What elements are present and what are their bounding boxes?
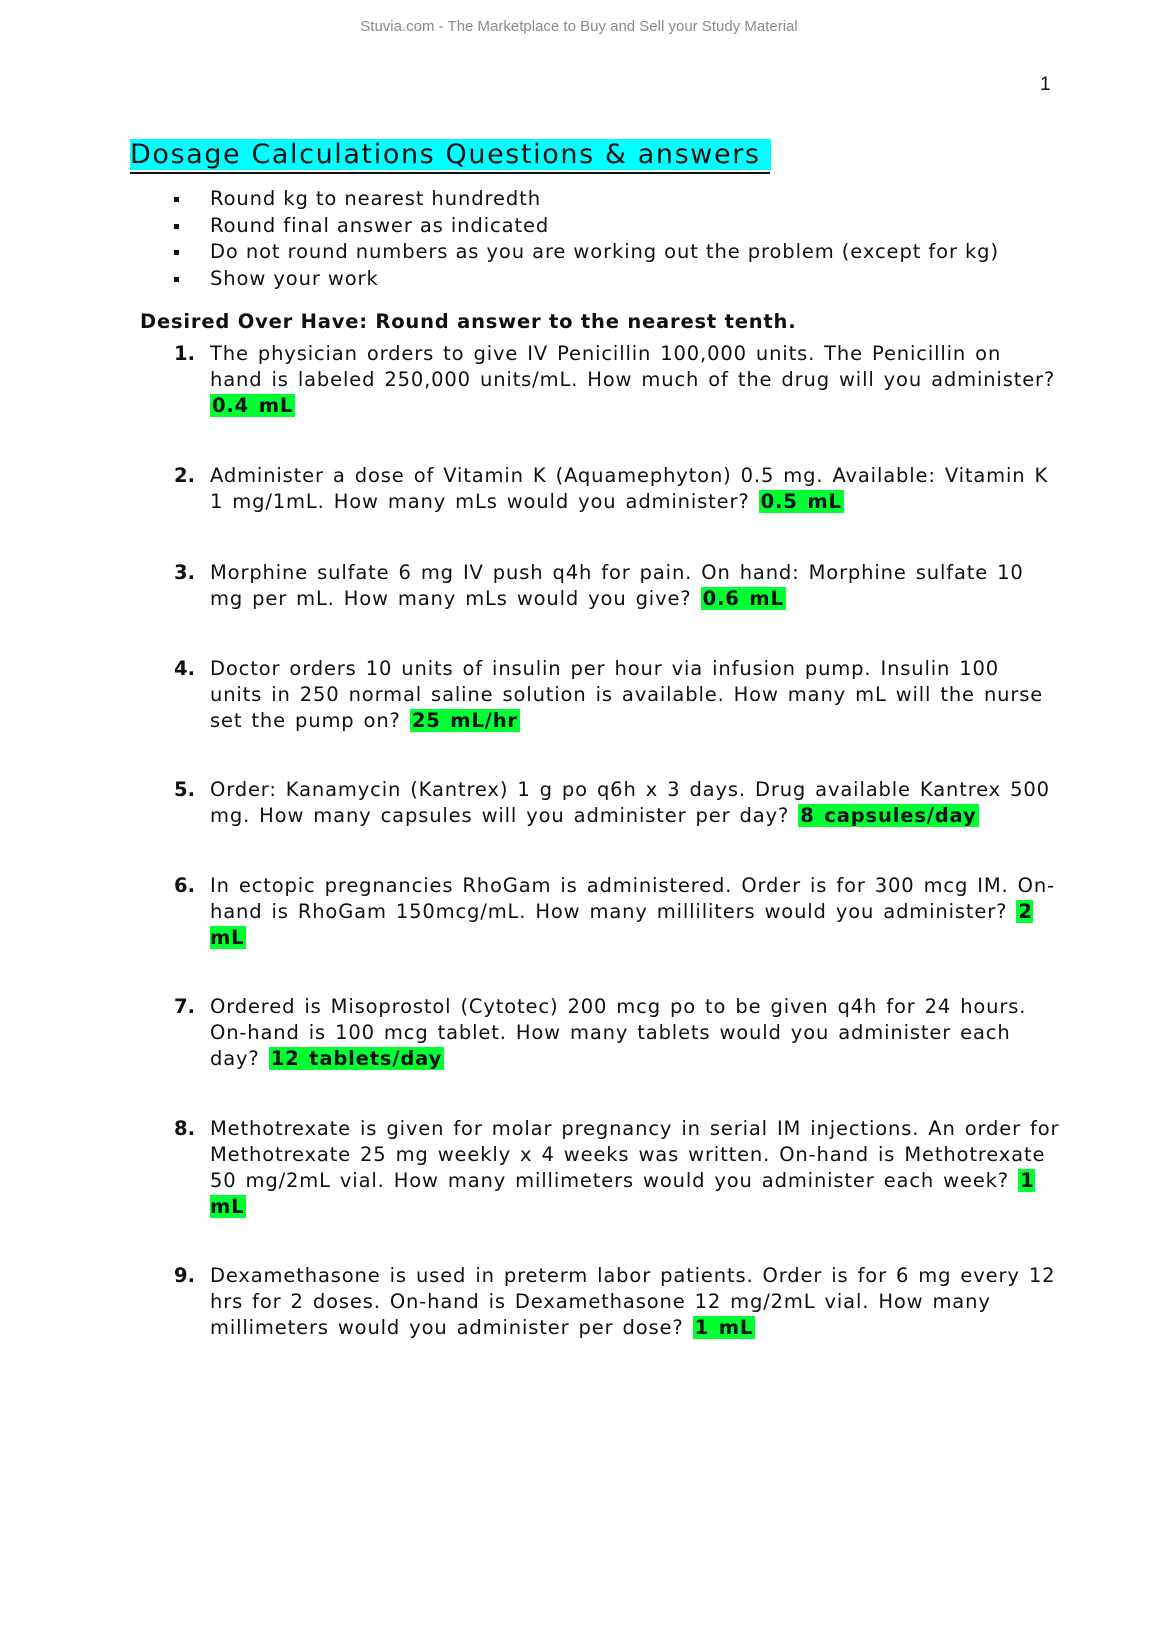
question-number: 3.: [174, 561, 195, 584]
question-body: [210, 1116, 1060, 1220]
question-text: Methotrexate is given for molar pregnancy in serial IM injections. An order for Methotrexate 25 mg weekly x 4 weeks was written. On-hand is Methotrexate 50 mg/2mL vial. How many millimeters would you administer each week?: [210, 1117, 1060, 1192]
question-number: 7.: [174, 995, 195, 1018]
page-title-text: Dosage Calculations Questions & answers: [130, 139, 771, 170]
bullet-square-icon: [174, 250, 179, 255]
instruction-item: [170, 239, 999, 266]
question-number: 9.: [174, 1264, 195, 1287]
answer-highlight: 0.4 mL: [212, 394, 294, 417]
bullet-square-icon: [174, 277, 179, 282]
page-number: 1: [1040, 74, 1051, 95]
watermark: Stuvia.com - The Marketplace to Buy and Sell your Study Material: [360, 18, 798, 35]
question-number: 2.: [174, 464, 195, 487]
answer-highlight: 0.6 mL: [702, 587, 784, 610]
answer-highlight: 12 tablets/day: [270, 1047, 443, 1070]
answer-highlight: 25 mL/hr: [411, 709, 518, 732]
question-text: Dexamethasone is used in preterm labor patients. Order is for 6 mg every 12 hrs for 2 doses. On-hand is Dexamethasone 12 mg/2mL vial. How many millimeters would you administer per dose?: [210, 1264, 1056, 1339]
question-text: Administer a dose of Vitamin K (Aquamephyton) 0.5 mg. Available: Vitamin K 1 mg/1mL. How many mLs would you administer?: [210, 464, 1049, 513]
question-body: [210, 560, 1060, 612]
section-heading: Desired Over Have: Round answer to the nearest tenth.: [140, 310, 797, 333]
answer-highlight: 2 mL: [210, 900, 1033, 949]
question-text: In ectopic pregnancies RhoGam is administered. Order is for 300 mcg IM. On- hand is RhoGam 150mcg/mL. How many milliliters would you administer?: [210, 874, 1055, 923]
instructions-list: [170, 186, 999, 292]
bullet-square-icon: [174, 224, 179, 229]
answer-highlight: 1 mL: [210, 1169, 1035, 1218]
question-text: Ordered is Misoprostol (Cytotec) 200 mcg po to be given q4h for 24 hours. On-hand is 100 mcg tablet. How many tablets would you administer each day?: [210, 995, 1027, 1070]
question-number: 8.: [174, 1117, 195, 1140]
question-number: 4.: [174, 657, 195, 680]
answer-highlight: 1 mL: [694, 1316, 754, 1339]
question-body: [210, 994, 1060, 1072]
question-text: Order: Kanamycin (Kantrex) 1 g po q6h x 3 days. Drug available Kantrex 500 mg. How many capsules will you administer per day?: [210, 778, 1050, 827]
page-title: [130, 138, 770, 174]
instruction-text: Round kg to nearest hundredth: [210, 187, 541, 210]
question-body: [210, 341, 1060, 419]
question-number: 5.: [174, 778, 195, 801]
instruction-item: [170, 186, 999, 213]
question-number: 1.: [174, 342, 195, 365]
question-body: [210, 777, 1060, 829]
instruction-text: Do not round numbers as you are working out the problem (except for kg): [210, 240, 999, 263]
answer-highlight: 8 capsules/day: [800, 804, 977, 827]
bullet-square-icon: [174, 197, 179, 202]
question-body: [210, 656, 1060, 734]
answer-highlight: 0.5 mL: [760, 490, 842, 513]
question-body: [210, 873, 1060, 951]
question-text: Doctor orders 10 units of insulin per hour via infusion pump. Insulin 100 units in 250 normal saline solution is available. How many mL will the nurse set the pump on?: [210, 657, 1044, 732]
instruction-item: [170, 213, 999, 240]
instruction-item: [170, 266, 999, 293]
question-body: [210, 463, 1060, 515]
instruction-text: Show your work: [210, 266, 379, 290]
question-text: Morphine sulfate 6 mg IV push q4h for pain. On hand: Morphine sulfate 10 mg per mL. How many mLs would you give?: [210, 561, 1024, 610]
question-number: 6.: [174, 874, 195, 897]
question-text: The physician orders to give IV Penicillin 100,000 units. The Penicillin on hand is labeled 250,000 units/mL. How much of the drug will you administer?: [210, 342, 1056, 391]
instruction-text: Round final answer as indicated: [210, 213, 550, 237]
question-body: [210, 1263, 1060, 1341]
